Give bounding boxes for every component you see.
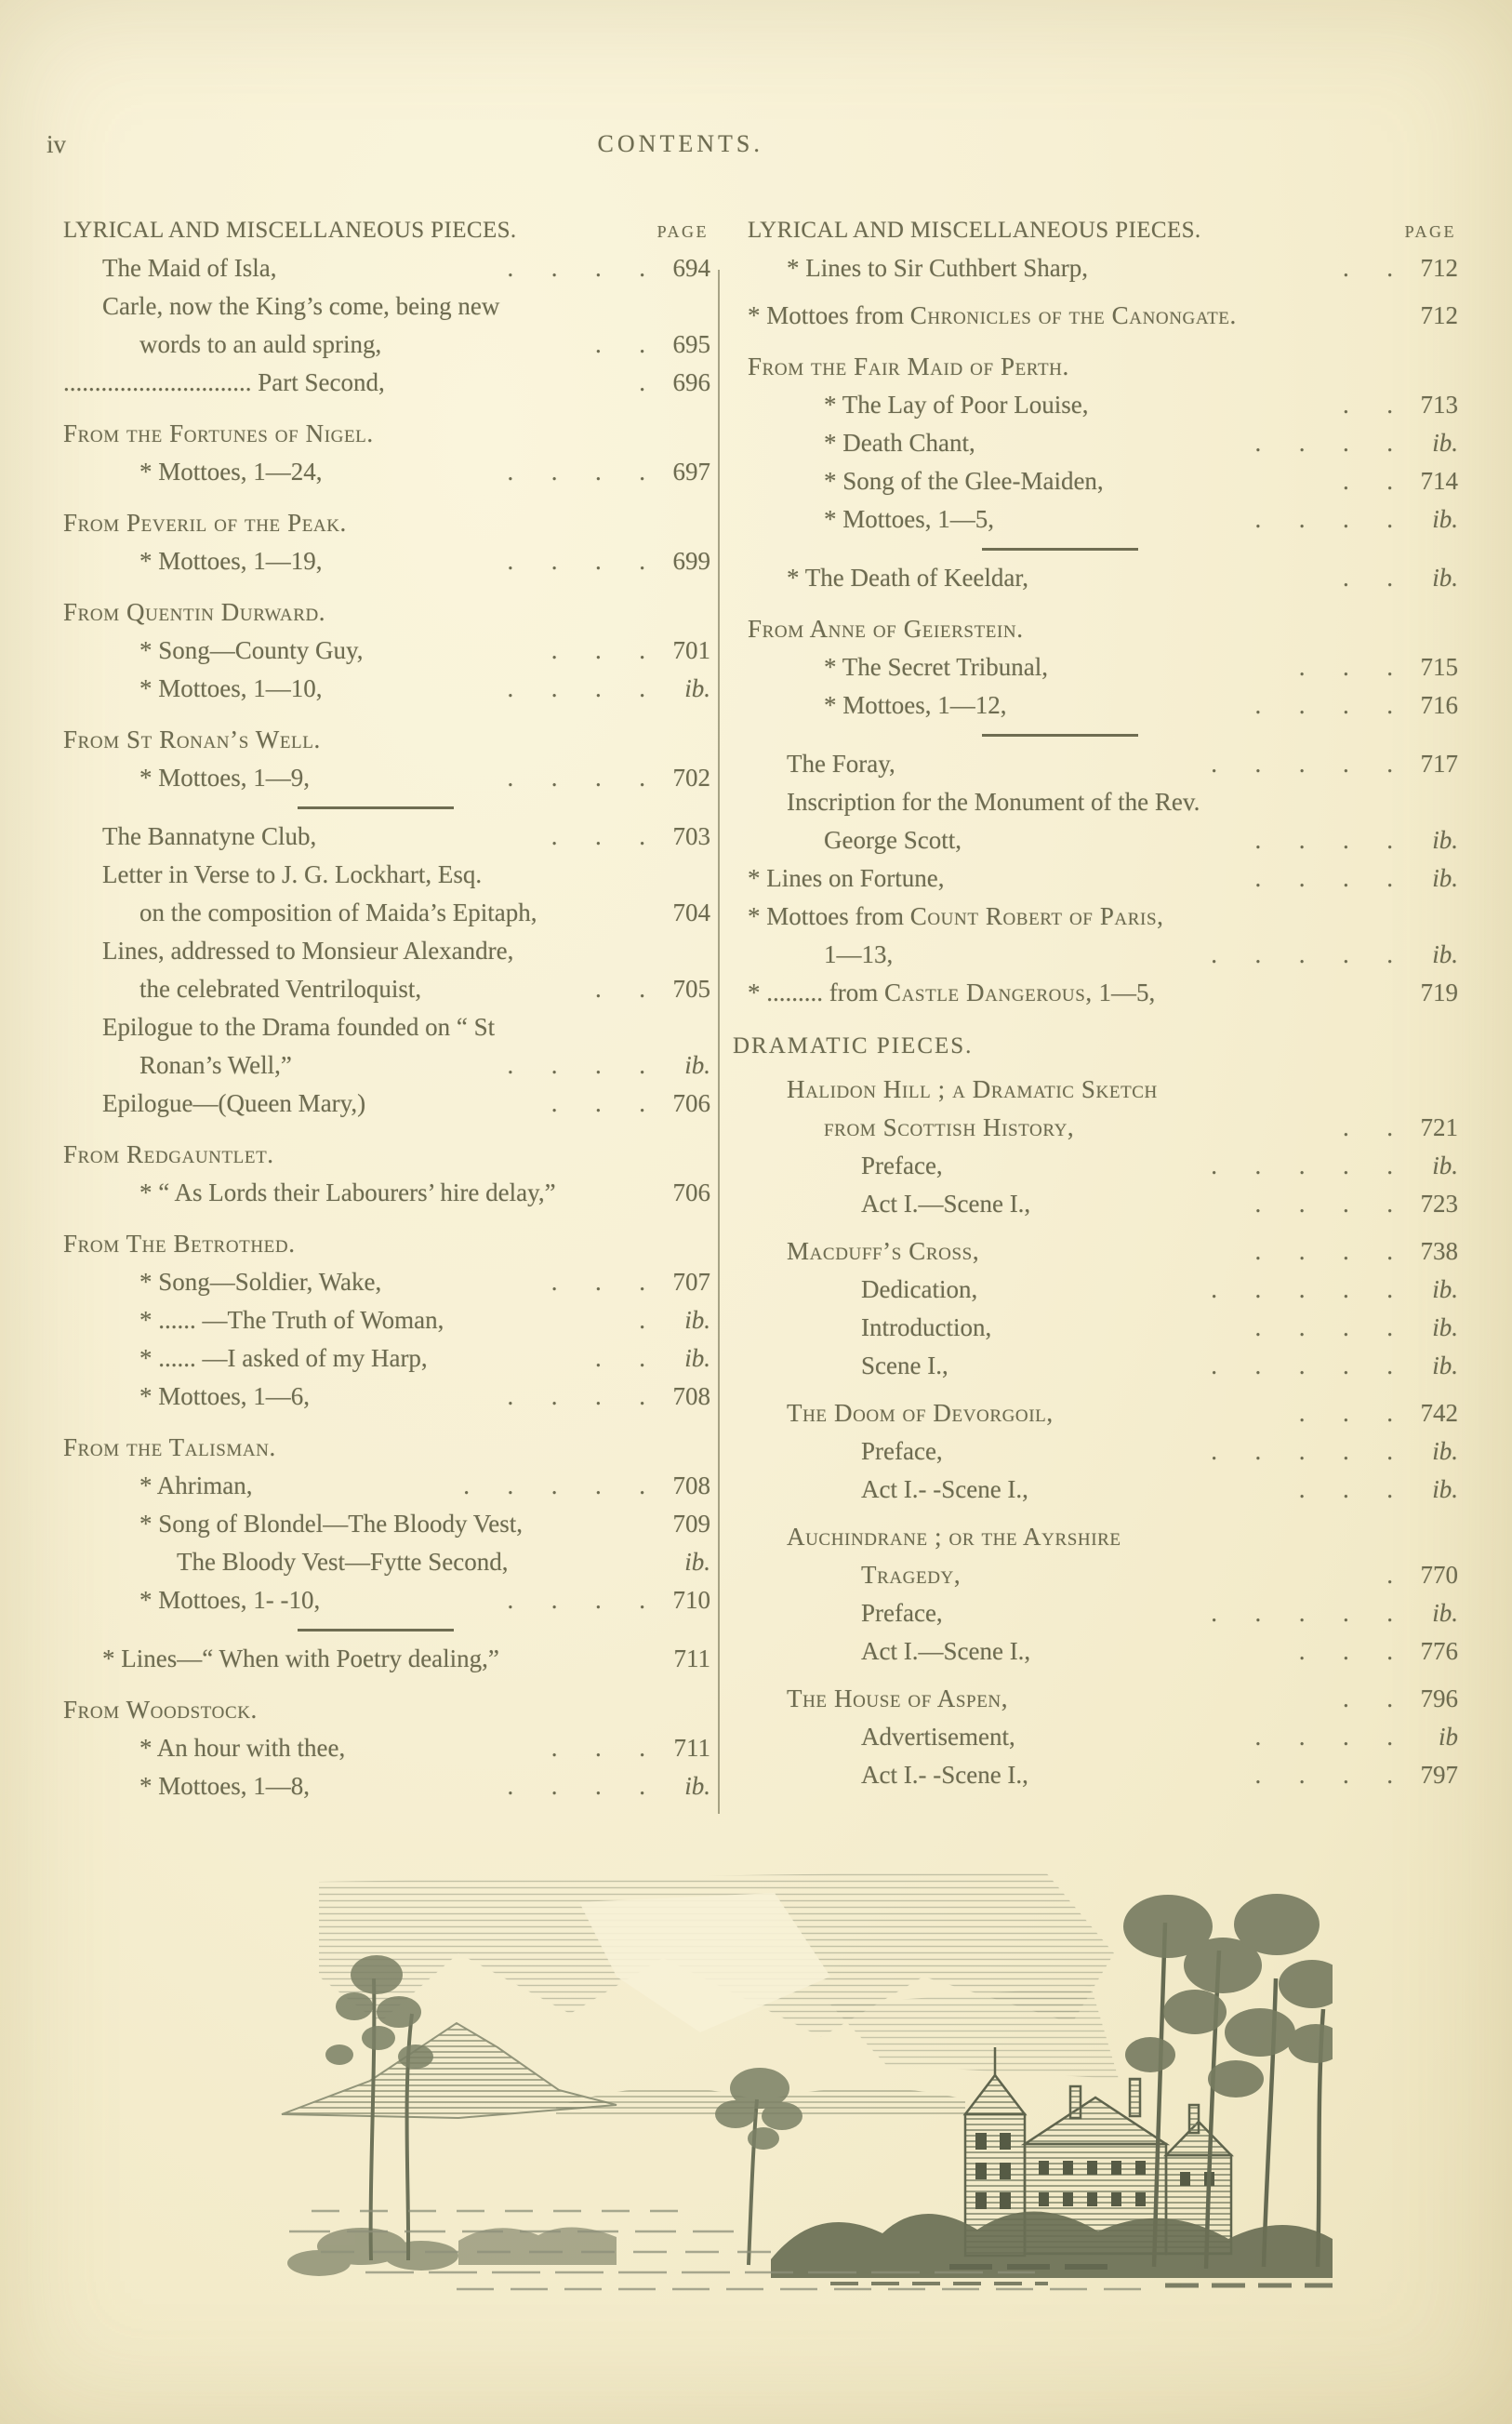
toc-entry <box>748 249 1458 287</box>
dot-leader: . . . . . <box>463 1472 645 1499</box>
dot-leader: . . . . <box>1254 505 1393 533</box>
toc-entry <box>748 1680 1458 1718</box>
dot-leader: . . . . <box>1254 691 1393 719</box>
toc-page-number: 723 <box>1420 1190 1458 1218</box>
separator-rule <box>298 1629 454 1632</box>
dot-leader: . . . . . <box>1211 940 1393 968</box>
column-title: LYRICAL AND MISCELLANEOUS PIECES. <box>748 218 1201 243</box>
toc-page-number: 712 <box>1420 301 1458 329</box>
toc-entry-label: * ...... —I asked of my Harp, <box>139 1344 428 1372</box>
toc-entry <box>748 1347 1458 1385</box>
dot-leader: . . <box>595 1344 645 1372</box>
dot-leader: . <box>639 368 645 396</box>
toc-entry <box>748 500 1458 539</box>
spacer <box>748 1671 1458 1680</box>
toc-page-number: 711 <box>673 1645 710 1672</box>
column-divider-rule <box>718 270 720 1814</box>
dot-leader: . . <box>1343 391 1393 419</box>
toc-entry-label: Advertisement, <box>861 1723 1015 1751</box>
toc-entry-label: * Lines—“ When with Poetry dealing,” <box>102 1645 499 1672</box>
toc-entry <box>63 326 710 364</box>
dot-leader: . . . <box>550 1089 645 1117</box>
toc-entry <box>63 1378 710 1416</box>
dot-leader: . . . . <box>1254 1237 1393 1265</box>
toc-page-number: ib. <box>684 1051 710 1079</box>
toc-page-number: ib. <box>1432 429 1458 457</box>
dot-leader: . . <box>595 330 645 358</box>
toc-entry <box>748 1232 1458 1271</box>
dot-leader: . <box>639 1306 645 1334</box>
toc-entry-label: * Mottoes, 1—24, <box>139 458 323 486</box>
toc-entry-label: Dedication, <box>861 1275 978 1303</box>
toc-page-number: ib. <box>1432 864 1458 892</box>
toc-page-number: 699 <box>672 547 710 575</box>
toc-page-number: 717 <box>1420 750 1458 778</box>
toc-page-number: 695 <box>672 330 710 358</box>
toc-page-number: ib. <box>1432 1475 1458 1503</box>
right-column-rows <box>733 249 1458 1794</box>
dot-leader: . . . <box>550 822 645 850</box>
toc-entry <box>748 859 1458 898</box>
toc-entry-label: * Mottoes, 1- -10, <box>139 1586 321 1614</box>
spacer <box>748 287 1458 297</box>
toc-entry-label: George Scott, <box>824 826 962 854</box>
toc-page-number: 719 <box>1420 979 1458 1006</box>
dot-leader: . . . . <box>507 764 645 792</box>
toc-entry-label: * “ As Lords their Labourers’ hire delay,” <box>139 1179 556 1206</box>
toc-entry <box>748 821 1458 859</box>
toc-entry-label: * Mottoes, 1—19, <box>139 547 323 575</box>
toc-entry-label: * An hour with thee, <box>139 1734 346 1762</box>
dot-leader: . . <box>1343 564 1393 592</box>
toc-entry-label: * Mottoes, 1—5, <box>824 505 995 533</box>
toc-entry <box>748 1632 1458 1671</box>
toc-page-number: 708 <box>672 1382 710 1410</box>
folio-number: iv <box>46 130 67 158</box>
dot-leader: . . . . <box>1254 826 1393 854</box>
toc-entry-label: The Bloody Vest—Fytte Second, <box>177 1548 509 1576</box>
toc-entry <box>63 1339 710 1378</box>
toc-page-number: 707 <box>672 1268 710 1296</box>
dot-leader: . . . <box>550 636 645 664</box>
toc-entry <box>63 1543 710 1581</box>
toc-entry <box>748 1185 1458 1223</box>
toc-entry <box>748 1147 1458 1185</box>
toc-entry-label: Lines, addressed to Monsieur Alexandre, <box>102 937 514 965</box>
toc-page-number: 742 <box>1420 1399 1458 1427</box>
dot-leader: . . . <box>1298 1399 1393 1427</box>
dot-leader: . . . . . <box>1211 1437 1393 1465</box>
toc-page-number: 710 <box>672 1586 710 1614</box>
toc-page-number: 703 <box>672 822 710 850</box>
separator-rule <box>982 548 1138 551</box>
toc-entry <box>748 1756 1458 1794</box>
toc-entry <box>63 759 710 797</box>
toc-entry-label: Tragedy, <box>861 1561 962 1589</box>
toc-entry-label: * Mottoes, 1—6, <box>139 1382 311 1410</box>
toc-entry <box>63 287 710 326</box>
toc-entry-label: words to an auld spring, <box>139 330 382 358</box>
dot-leader: . . . . <box>1254 429 1393 457</box>
dot-leader: . . . . <box>507 458 645 486</box>
toc-entry <box>63 970 710 1008</box>
toc-entry <box>63 1467 710 1505</box>
toc-entry <box>63 1640 710 1678</box>
toc-section-heading: From The Betrothed. <box>63 1230 296 1258</box>
toc-page-number: 776 <box>1420 1637 1458 1665</box>
toc-page-number: 770 <box>1420 1561 1458 1589</box>
toc-section-heading: From the Fair Maid of Perth. <box>748 353 1069 380</box>
running-title: CONTENTS. <box>597 130 763 157</box>
toc-page-number: 696 <box>672 368 710 396</box>
dot-leader: . . <box>1343 254 1393 282</box>
dot-leader: . . . . <box>1254 864 1393 892</box>
toc-entry-label: Preface, <box>861 1599 943 1627</box>
toc-entry-label: on the composition of Maida’s Epitaph, <box>139 899 537 926</box>
toc-entry-label: * Mottoes, 1—10, <box>139 674 323 702</box>
page-label: PAGE <box>1404 222 1456 241</box>
toc-page-number: 714 <box>1420 467 1458 495</box>
toc-group-heading: DRAMATIC PIECES. <box>733 1033 974 1059</box>
toc-entry-label: * Song—Soldier, Wake, <box>139 1268 382 1296</box>
toc-page-number: 796 <box>1420 1685 1458 1712</box>
dot-leader: . . . . . <box>1211 1152 1393 1179</box>
toc-entry <box>748 783 1458 821</box>
toc-entry <box>63 1301 710 1339</box>
toc-columns <box>0 218 1512 1805</box>
illustration-svg <box>179 1865 1333 2302</box>
toc-entry-label: Ronan’s Well,” <box>139 1051 292 1079</box>
toc-page-number: ib. <box>684 1306 710 1334</box>
toc-entry-label: Epilogue—(Queen Mary,) <box>102 1089 366 1117</box>
dot-leader: . . . . <box>1254 1761 1393 1789</box>
toc-section-heading: From the Talisman. <box>63 1433 276 1461</box>
toc-page-number: 705 <box>672 975 710 1003</box>
toc-entry <box>748 686 1458 725</box>
toc-entry <box>63 1767 710 1805</box>
toc-entry <box>748 462 1458 500</box>
toc-entry-label: * Lines on Fortune, <box>748 864 945 892</box>
column-title: LYRICAL AND MISCELLANEOUS PIECES. <box>63 218 517 243</box>
toc-entry-label: * Mottoes from Chronicles of the Canongate. <box>748 301 1237 329</box>
toc-entry <box>63 249 710 287</box>
toc-entry <box>63 1581 710 1619</box>
right-column <box>710 218 1458 1805</box>
toc-page-number: 702 <box>672 764 710 792</box>
toc-entry <box>748 1556 1458 1594</box>
toc-page-number: ib. <box>1432 826 1458 854</box>
toc-entry <box>748 424 1458 462</box>
dot-leader: . . <box>1343 1685 1393 1712</box>
toc-page-number: 712 <box>1420 254 1458 282</box>
toc-entry <box>63 1505 710 1543</box>
toc-entry <box>748 1471 1458 1509</box>
dot-leader: . . . . <box>1254 1313 1393 1341</box>
toc-page-number: 706 <box>672 1179 710 1206</box>
toc-page-number: 797 <box>1420 1761 1458 1789</box>
toc-entry <box>63 632 710 670</box>
toc-entry-label: The Bannatyne Club, <box>102 822 317 850</box>
toc-entry <box>748 898 1458 936</box>
toc-entry-label: * The Lay of Poor Louise, <box>824 391 1089 419</box>
toc-page-number: ib. <box>1432 1437 1458 1465</box>
toc-section-heading: From St Ronan’s Well. <box>63 726 321 753</box>
dot-leader: . . . . <box>507 1772 645 1800</box>
spacer <box>748 1223 1458 1232</box>
toc-entry <box>63 670 710 708</box>
left-column-header <box>63 218 710 244</box>
toc-entry <box>748 974 1458 1012</box>
toc-entry <box>63 1008 710 1046</box>
toc-page-number: ib. <box>1432 505 1458 533</box>
toc-entry-label: * Song of the Glee-Maiden, <box>824 467 1104 495</box>
toc-page-number: ib. <box>1432 564 1458 592</box>
toc-entry <box>63 856 710 894</box>
toc-entry-label: * Mottoes, 1—9, <box>139 764 311 792</box>
toc-entry <box>63 894 710 932</box>
dot-leader: . . . . <box>507 254 645 282</box>
toc-page-number: 704 <box>672 899 710 926</box>
toc-entry <box>748 936 1458 974</box>
toc-page-number: 697 <box>672 458 710 486</box>
toc-page-number: ib. <box>684 1344 710 1372</box>
toc-page-number: ib. <box>1432 1599 1458 1627</box>
toc-entry-label: Act I.—Scene I., <box>861 1637 1031 1665</box>
toc-entry-label: * ......... from Castle Dangerous, 1—5, <box>748 979 1156 1006</box>
toc-page-number: ib. <box>684 1772 710 1800</box>
toc-entry-label: * Ahriman, <box>139 1472 253 1499</box>
toc-entry <box>748 648 1458 686</box>
toc-entry-label: Inscription for the Monument of the Rev. <box>787 788 1200 816</box>
toc-entry-label: Scene I., <box>861 1352 948 1379</box>
toc-entry-label: * Death Chant, <box>824 429 975 457</box>
toc-page-number: 694 <box>672 254 710 282</box>
toc-section-heading: From Anne of Geierstein. <box>748 615 1024 643</box>
dot-leader: . . . <box>550 1268 645 1296</box>
toc-entry-label: The House of Aspen, <box>787 1685 1009 1712</box>
toc-entry-label: * Lines to Sir Cuthbert Sharp, <box>787 254 1088 282</box>
toc-entry <box>748 1071 1458 1109</box>
toc-page-number: ib. <box>1432 1152 1458 1179</box>
toc-section-heading: From the Fortunes of Nigel. <box>63 420 374 447</box>
dot-leader: . . <box>595 975 645 1003</box>
toc-entry-label: The Foray, <box>787 750 895 778</box>
dot-leader: . . <box>1343 1113 1393 1141</box>
separator-rule <box>982 734 1138 737</box>
toc-entry-label: The Maid of Isla, <box>102 254 277 282</box>
toc-entry-label: The Doom of Devorgoil, <box>787 1399 1054 1427</box>
toc-entry <box>748 1594 1458 1632</box>
toc-page-number: ib. <box>1432 1313 1458 1341</box>
toc-entry-label: .............................. Part Second, <box>63 368 385 396</box>
toc-page-number: 711 <box>673 1734 710 1762</box>
spacer <box>748 1385 1458 1394</box>
toc-entry-label: * The Death of Keeldar, <box>787 564 1029 592</box>
dot-leader: . . . . <box>507 547 645 575</box>
toc-entry <box>63 1729 710 1767</box>
toc-entry-label: Act I.- -Scene I., <box>861 1761 1028 1789</box>
dot-leader: . . . <box>1298 1637 1393 1665</box>
toc-page-number: 713 <box>1420 391 1458 419</box>
dot-leader: . . . . . <box>1211 1599 1393 1627</box>
left-column-rows <box>63 249 710 1805</box>
toc-entry <box>748 1518 1458 1556</box>
toc-entry-label: Carle, now the King’s come, being new <box>102 292 500 320</box>
toc-entry-label: * Song of Blondel—The Bloody Vest, <box>139 1510 524 1538</box>
toc-entry <box>748 1394 1458 1432</box>
dot-leader: . <box>1386 1561 1393 1589</box>
dot-leader: . . . . <box>507 1382 645 1410</box>
toc-entry <box>63 1046 710 1085</box>
dot-leader: . . . <box>1298 1475 1393 1503</box>
toc-page-number: ib <box>1438 1723 1458 1751</box>
dot-leader: . . . . <box>1254 1723 1393 1751</box>
toc-entry-label: * Song—County Guy, <box>139 636 364 664</box>
dot-leader: . . . . <box>507 674 645 702</box>
toc-entry-label: the celebrated Ventriloquist, <box>139 975 422 1003</box>
toc-entry-label: 1—13, <box>824 940 894 968</box>
toc-entry <box>63 818 710 856</box>
toc-entry-label: Epilogue to the Drama founded on “ St <box>102 1013 496 1041</box>
toc-page-number: 716 <box>1420 691 1458 719</box>
toc-entry-label: Preface, <box>861 1152 943 1179</box>
toc-entry <box>748 1309 1458 1347</box>
toc-entry-label: Auchindrane ; or the Ayrshire <box>787 1523 1121 1551</box>
toc-entry-label: Introduction, <box>861 1313 992 1341</box>
toc-entry-label: Preface, <box>861 1437 943 1465</box>
toc-entry <box>63 932 710 970</box>
toc-entry-label: Act I.—Scene I., <box>861 1190 1031 1218</box>
toc-entry-label: Act I.- -Scene I., <box>861 1475 1028 1503</box>
toc-page-number: 721 <box>1420 1113 1458 1141</box>
toc-page-number: 708 <box>672 1472 710 1499</box>
dot-leader: . . . <box>550 1734 645 1762</box>
toc-section-heading: From Quentin Durward. <box>63 598 326 626</box>
toc-section-heading: From Redgauntlet. <box>63 1140 274 1168</box>
landscape-engraving <box>179 1865 1333 2302</box>
toc-page-number: ib. <box>684 674 710 702</box>
toc-page-number: ib. <box>1432 1275 1458 1303</box>
page-header <box>0 130 1512 169</box>
page-label: PAGE <box>657 222 709 241</box>
toc-entry <box>748 386 1458 424</box>
dot-leader: . . . . <box>507 1051 645 1079</box>
dot-leader: . . . . <box>507 1586 645 1614</box>
toc-entry-label: Letter in Verse to J. G. Lockhart, Esq. <box>102 860 483 888</box>
dot-leader: . . . . . <box>1211 1275 1393 1303</box>
toc-page-number: 701 <box>672 636 710 664</box>
toc-page-number: ib. <box>1432 940 1458 968</box>
toc-entry <box>748 1718 1458 1756</box>
toc-section-heading: From Peveril of the Peak. <box>63 509 347 537</box>
toc-entry <box>748 745 1458 783</box>
toc-page-number: ib. <box>684 1548 710 1576</box>
toc-entry-label: * ...... —The Truth of Woman, <box>139 1306 444 1334</box>
toc-entry-label: * Mottoes from Count Robert of Paris, <box>748 902 1164 930</box>
toc-section-heading: From Woodstock. <box>63 1696 258 1724</box>
toc-entry <box>63 1174 710 1212</box>
dot-leader: . . . <box>1298 653 1393 681</box>
toc-entry <box>748 559 1458 597</box>
left-column <box>63 218 710 1805</box>
toc-entry <box>63 364 710 402</box>
toc-entry <box>748 297 1458 335</box>
dot-leader: . . <box>1343 467 1393 495</box>
dot-leader: . . . . <box>1254 1190 1393 1218</box>
toc-entry <box>63 542 710 580</box>
toc-page-number: ib. <box>1432 1352 1458 1379</box>
toc-entry <box>63 1263 710 1301</box>
toc-page-number: 709 <box>672 1510 710 1538</box>
toc-entry-label: * Mottoes, 1—8, <box>139 1772 311 1800</box>
right-column-header <box>748 218 1458 244</box>
toc-entry <box>748 1271 1458 1309</box>
toc-entry <box>63 453 710 491</box>
spacer <box>748 1509 1458 1518</box>
toc-entry-label: Macduff’s Cross, <box>787 1237 980 1265</box>
toc-entry-label: * The Secret Tribunal, <box>824 653 1048 681</box>
separator-rule <box>298 806 454 809</box>
toc-entry-label: from Scottish History, <box>824 1113 1075 1141</box>
dot-leader: . . . . . <box>1211 750 1393 778</box>
toc-entry <box>748 1109 1458 1147</box>
toc-page-number: 706 <box>672 1089 710 1117</box>
toc-page-number: 715 <box>1420 653 1458 681</box>
toc-page-number: 738 <box>1420 1237 1458 1265</box>
toc-entry-label: * Mottoes, 1—12, <box>824 691 1007 719</box>
toc-entry <box>63 1085 710 1123</box>
toc-entry <box>748 1432 1458 1471</box>
dot-leader: . . . . . <box>1211 1352 1393 1379</box>
toc-entry-label: Halidon Hill ; a Dramatic Sketch <box>787 1075 1158 1103</box>
